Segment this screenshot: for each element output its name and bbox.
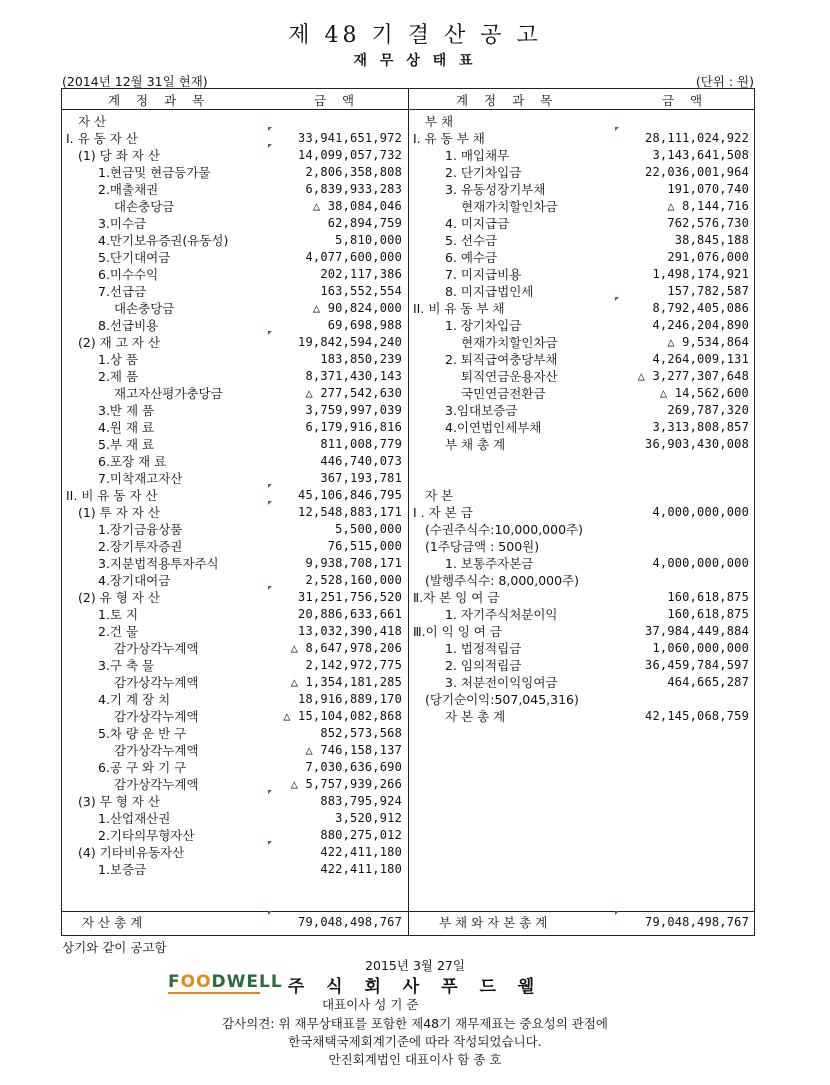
liab-equity-row: [409, 470, 755, 487]
liab-equity-row: [409, 674, 755, 691]
asset-row-amount: 422,411,180: [320, 862, 402, 876]
liab-equity-row: [409, 538, 755, 555]
liab-equity-row: [409, 657, 755, 674]
liab-equity-row: [409, 113, 755, 130]
asset-row-label: 1.보증금: [98, 862, 147, 877]
liab-equity-row-label: I. 유 동 부 채: [413, 131, 485, 146]
liab-equity-row-amount: △ 3,277,307,648: [637, 369, 749, 383]
liab-equity-row-label: 5. 선수금: [445, 233, 498, 248]
asset-row-label: (2) 재 고 자 산: [78, 335, 160, 350]
asset-row-label: 5.부 재 료: [98, 437, 155, 452]
liab-equity-row-label: 퇴직연금운용자산: [461, 369, 558, 384]
liab-equity-row: [409, 334, 755, 351]
liab-equity-row-label: 1. 매입채무: [445, 148, 510, 163]
liab-equity-row: [409, 521, 755, 538]
liab-equity-row: [409, 708, 755, 725]
asset-row-amount: 8,371,430,143: [305, 369, 402, 383]
liab-equity-row: [409, 351, 755, 368]
liab-equity-row-label: II. 비 유 동 부 채: [413, 301, 505, 316]
liab-equity-row-amount: 22,036,001,964: [645, 165, 749, 179]
asset-row-label: 3.구 축 물: [98, 658, 155, 673]
liab-equity-row: [409, 283, 755, 300]
asset-row-amount: 6,839,933,283: [305, 182, 402, 196]
asset-row-label: (2) 유 형 자 산: [78, 590, 160, 605]
liab-equity-row-label: 부 채 총 계: [445, 437, 506, 452]
asset-row-label: 3.미수금: [98, 216, 147, 231]
liab-equity-row-amount: 37,984,449,884: [645, 624, 749, 638]
liab-equity-row-amount: 160,618,875: [667, 607, 749, 621]
asset-row: [62, 487, 408, 504]
asset-row-amount: 202,117,386: [320, 267, 402, 281]
asset-row: [62, 113, 408, 130]
liab-equity-row-label: 국민연금전환금: [461, 386, 546, 401]
asset-row-label: 1.장기금융상품: [98, 522, 183, 537]
notice-date: 2015년 3월 27일: [365, 958, 465, 973]
asset-row: [62, 759, 408, 776]
asset-row: [62, 657, 408, 674]
liab-equity-row-label: 2. 퇴직급여충당부채: [445, 352, 558, 367]
asset-row-amount: 163,552,554: [320, 284, 402, 298]
asset-row: [62, 538, 408, 555]
liab-equity-row-amount: 160,618,875: [667, 590, 749, 604]
asset-row: [62, 317, 408, 334]
asset-row: [62, 742, 408, 759]
asset-row-label: 3.반 제 품: [98, 403, 155, 418]
asset-row-amount: 12,548,883,171: [298, 505, 402, 519]
asset-row: [62, 861, 408, 878]
asset-row: [62, 164, 408, 181]
liab-equity-row: [409, 317, 755, 334]
asset-row-label: 재고자산평가충당금: [114, 386, 223, 401]
asset-row-amount: △ 90,824,000: [312, 301, 402, 315]
asset-row-label: 4.만기보유증권(유동성): [98, 233, 229, 248]
asset-row-label: 1.상 품: [98, 352, 139, 367]
asset-row: [62, 385, 408, 402]
as-of-date: (2014년 12월 31일 현재): [62, 74, 208, 89]
asset-row-label: 1.현금및 현금등가물: [98, 165, 211, 180]
liab-equity-row: [409, 606, 755, 623]
mark-icon: [615, 127, 619, 131]
asset-row-amount: △ 277,542,630: [305, 386, 402, 400]
asset-row-amount: 5,500,000: [335, 522, 402, 536]
asset-row: [62, 589, 408, 606]
liab-equity-row-amount: 464,665,287: [667, 675, 749, 689]
asset-row: [62, 351, 408, 368]
asset-row-label: 감가상각누계액: [114, 777, 199, 792]
mark-icon: [268, 127, 272, 131]
header-divider: [62, 109, 754, 110]
asset-row-amount: △ 8,647,978,206: [290, 641, 402, 655]
asset-row: [62, 249, 408, 266]
asset-row-label: II. 비 유 동 자 산: [66, 488, 158, 503]
liab-equity-row-amount: 191,070,740: [667, 182, 749, 196]
asset-row-amount: 7,030,636,690: [305, 760, 402, 774]
company-name: 주 식 회 사 푸 드 웰: [287, 977, 543, 997]
asset-row-label: 1.토 지: [98, 607, 139, 622]
asset-row-amount: △ 38,084,046: [312, 199, 402, 213]
liab-equity-row-label: 현재가치할인차금: [461, 199, 558, 214]
asset-row-label: 2.기타의무형자산: [98, 828, 195, 843]
asset-row: [62, 793, 408, 810]
liab-equity-row: [409, 589, 755, 606]
liab-equity-row: [409, 419, 755, 436]
asset-row-label: 4.기 계 장 치: [98, 692, 171, 707]
liab-equity-row: [409, 130, 755, 147]
asset-row-amount: 880,275,012: [320, 828, 402, 842]
asset-row-amount: 367,193,781: [320, 471, 402, 485]
asset-row-amount: 3,520,912: [335, 811, 402, 825]
liab-equity-row-label: 자 본: [425, 488, 454, 503]
liab-equity-row-label: 2. 단기차입금: [445, 165, 522, 180]
liab-equity-row-amount: 36,459,784,597: [645, 658, 749, 672]
asset-row-label: 감가상각누계액: [114, 709, 199, 724]
asset-row: [62, 572, 408, 589]
liab-equity-row-amount: 8,792,405,086: [652, 301, 749, 315]
mark-icon: [268, 501, 272, 505]
liab-equity-row-label: 자 본 총 계: [445, 709, 506, 724]
unit-label: (단위 : 원): [695, 74, 754, 89]
liab-equity-row-amount: 3,143,641,508: [652, 148, 749, 162]
asset-row: [62, 691, 408, 708]
liab-equity-row: [409, 164, 755, 181]
asset-row: [62, 725, 408, 742]
asset-row-label: 감가상각누계액: [114, 743, 199, 758]
liab-equity-row-label: 4. 미지급금: [445, 216, 510, 231]
assets-total-label: 자 산 총 계: [82, 915, 143, 930]
liab-equity-row-label: I . 자 본 금: [413, 505, 473, 520]
mark-icon: [268, 790, 272, 794]
left-amount-header: 금 액: [314, 93, 361, 108]
asset-row-label: 4.원 재 료: [98, 420, 155, 435]
liab-equity-row-label: (1주당금액 : 500원): [425, 539, 540, 554]
asset-row-label: (1) 당 좌 자 산: [78, 148, 160, 163]
mark-icon: [268, 484, 272, 488]
liab-equity-row-label: 3. 유동성장기부채: [445, 182, 546, 197]
liab-equity-row-amount: 4,000,000,000: [652, 556, 749, 570]
asset-row-amount: △ 1,354,181,285: [290, 675, 402, 689]
asset-row: [62, 453, 408, 470]
liab-equity-row-amount: △ 9,534,864: [667, 335, 749, 349]
liab-equity-row: [409, 181, 755, 198]
asset-row: [62, 130, 408, 147]
asset-row-amount: △ 15,104,082,868: [283, 709, 402, 723]
liab-equity-row: [409, 368, 755, 385]
asset-row-amount: 422,411,180: [320, 845, 402, 859]
liab-equity-row: [409, 402, 755, 419]
asset-row: [62, 555, 408, 572]
asset-row-label: 2.장기투자증권: [98, 539, 183, 554]
asset-row: [62, 181, 408, 198]
asset-row-amount: 811,008,779: [320, 437, 402, 451]
asset-row: [62, 776, 408, 793]
asset-row-label: (4) 기타비유동자산: [78, 845, 185, 860]
asset-row-label: 7.선급금: [98, 284, 147, 299]
liab-equity-row-label: Ⅲ.이 익 잉 여 금: [413, 624, 502, 639]
liab-equity-row-label: (당기순이익:507,045,316): [425, 692, 579, 707]
asset-row: [62, 300, 408, 317]
asset-row: [62, 232, 408, 249]
asset-row-label: 2.매출채권: [98, 182, 159, 197]
asset-row-label: 2.제 품: [98, 369, 139, 384]
liab-equity-row-amount: 28,111,024,922: [645, 131, 749, 145]
liab-equity-row-label: 1. 장기차입금: [445, 318, 522, 333]
asset-row: [62, 368, 408, 385]
asset-row-label: 7.미착재고자산: [98, 471, 183, 486]
asset-row-label: 5.단기대여금: [98, 250, 171, 265]
liab-equity-row: [409, 198, 755, 215]
balance-sheet-table: [61, 88, 755, 936]
liab-equity-row-amount: △ 8,144,716: [667, 199, 749, 213]
asset-row: [62, 419, 408, 436]
mark-icon: [268, 586, 272, 590]
liab-equity-row: [409, 623, 755, 640]
logo-text-oo: OO: [180, 972, 212, 992]
liab-equity-row: [409, 300, 755, 317]
asset-row-label: 2.건 물: [98, 624, 139, 639]
page-title: 제 48 기 결 산 공 고: [288, 23, 542, 48]
liab-equity-row-amount: 1,498,174,921: [652, 267, 749, 281]
auditor-line: 안진회계법인 대표이사 함 종 호: [328, 1052, 502, 1067]
asset-row-amount: 76,515,000: [327, 539, 402, 553]
asset-row-amount: 33,941,651,972: [298, 131, 402, 145]
asset-row: [62, 623, 408, 640]
asset-row-label: 6.포장 재 료: [98, 454, 167, 469]
liab-equity-row-label: (수권주식수:10,000,000주): [425, 522, 583, 537]
liab-equity-row-amount: △ 14,562,600: [659, 386, 749, 400]
mark-icon: [268, 331, 272, 335]
asset-row-amount: 13,032,390,418: [298, 624, 402, 638]
notice-text: 상기와 같이 공고함: [62, 940, 167, 955]
asset-row-label: 4.장기대여금: [98, 573, 171, 588]
liab-equity-row: [409, 504, 755, 521]
mark-icon: [615, 297, 619, 301]
asset-row-amount: 5,810,000: [335, 233, 402, 247]
liab-equity-row-label: (발행주식수: 8,000,000주): [425, 573, 580, 588]
liab-equity-row-amount: 42,145,068,759: [645, 709, 749, 723]
asset-row: [62, 334, 408, 351]
mark-icon: [615, 911, 619, 915]
asset-row-amount: 4,077,600,000: [305, 250, 402, 264]
asset-row-label: 1.산업재산권: [98, 811, 171, 826]
asset-row-label: 3.지분법적용투자주식: [98, 556, 219, 571]
liab-equity-row-label: 3. 처분전이익잉여금: [445, 675, 558, 690]
asset-row-amount: 183,850,239: [320, 352, 402, 366]
liab-equity-row-label: 부 채: [425, 114, 454, 129]
asset-row-label: 대손충당금: [114, 301, 175, 316]
liab-equity-row: [409, 691, 755, 708]
asset-row-label: (1) 투 자 자 산: [78, 505, 160, 520]
asset-row-amount: 852,573,568: [320, 726, 402, 740]
right-amount-header: 금 액: [662, 93, 709, 108]
liab-equity-row-label: 현재가치할인차금: [461, 335, 558, 350]
liab-equity-row: [409, 215, 755, 232]
statement-title: 재 무 상 태 표: [353, 53, 477, 69]
liab-equity-row: [409, 266, 755, 283]
liab-equity-row: [409, 147, 755, 164]
liab-equity-row-amount: 269,787,320: [667, 403, 749, 417]
liab-equity-row: [409, 555, 755, 572]
asset-row-amount: 69,698,988: [327, 318, 402, 332]
liab-equity-row: [409, 572, 755, 589]
asset-row-amount: 2,806,358,808: [305, 165, 402, 179]
liab-equity-row-label: 2. 임의적립금: [445, 658, 522, 673]
liab-equity-row: [409, 453, 755, 470]
asset-row: [62, 827, 408, 844]
liab-equity-row-amount: 38,845,188: [674, 233, 749, 247]
liab-equity-row-amount: 1,060,000,000: [652, 641, 749, 655]
asset-row: [62, 147, 408, 164]
asset-row: [62, 283, 408, 300]
asset-row-label: (3) 무 형 자 산: [78, 794, 160, 809]
asset-row-label: I. 유 동 자 산: [66, 131, 138, 146]
asset-row-amount: △ 5,757,939,266: [290, 777, 402, 791]
liab-equity-row-label: 1. 자기주식처분이익: [445, 607, 558, 622]
asset-row-amount: 883,795,924: [320, 794, 402, 808]
asset-row: [62, 266, 408, 283]
liab-equity-row: [409, 232, 755, 249]
asset-row-amount: 2,528,160,000: [305, 573, 402, 587]
asset-row-label: 대손충당금: [114, 199, 175, 214]
liab-equity-row-label: 7. 미지급비용: [445, 267, 522, 282]
audit-opinion-line-1: 감사의견: 위 재무상태표를 포함한 제48기 재무제표는 중요성의 관점에: [221, 1016, 609, 1031]
liab-equity-row-amount: 762,576,730: [667, 216, 749, 230]
liab-equity-row-label: 6. 예수금: [445, 250, 498, 265]
total-divider: [62, 911, 754, 912]
asset-row-amount: △ 746,158,137: [305, 743, 402, 757]
asset-row-label: 자 산: [78, 114, 107, 129]
asset-row-amount: 45,106,846,795: [298, 488, 402, 502]
audit-opinion-line-2: 한국채택국제회계기준에 따라 작성되었습니다.: [288, 1034, 542, 1049]
liab-equity-total-label: 부 채 와 자 본 총 계: [439, 915, 548, 930]
asset-row: [62, 402, 408, 419]
liab-equity-row-amount: 4,246,204,890: [652, 318, 749, 332]
assets-total-row: [62, 914, 408, 931]
right-account-header: 계 정 과 목: [456, 93, 559, 108]
liab-equity-row: [409, 249, 755, 266]
asset-row-label: 5.차 량 운 반 구: [98, 726, 187, 741]
liab-equity-row-amount: 3,313,808,857: [652, 420, 749, 434]
liab-equity-row-label: 1. 법정적립금: [445, 641, 522, 656]
asset-row: [62, 470, 408, 487]
asset-row: [62, 198, 408, 215]
liab-equity-row-label: 3.임대보증금: [445, 403, 518, 418]
logo-text-f: F: [168, 972, 181, 992]
liab-equity-total-row: [409, 914, 755, 931]
logo-text-dwell: DWELL: [211, 972, 283, 992]
asset-row-label: 8.선급비용: [98, 318, 159, 333]
asset-row: [62, 810, 408, 827]
asset-row-label: 6.미수수익: [98, 267, 159, 282]
liab-equity-total-amount: 79,048,498,767: [645, 915, 749, 929]
mark-icon: [268, 144, 272, 148]
asset-row-amount: 18,916,889,170: [298, 692, 402, 706]
asset-row-amount: 20,886,633,661: [298, 607, 402, 621]
asset-row-amount: 2,142,972,775: [305, 658, 402, 672]
liab-equity-row-amount: 157,782,587: [667, 284, 749, 298]
liab-equity-row: [409, 487, 755, 504]
asset-row: [62, 674, 408, 691]
asset-row-label: 감가상각누계액: [114, 675, 199, 690]
mark-icon: [268, 841, 272, 845]
liab-equity-row: [409, 385, 755, 402]
mark-icon: [268, 911, 272, 915]
liab-equity-row-label: 4.이연법인세부채: [445, 420, 542, 435]
asset-row-amount: 31,251,756,520: [298, 590, 402, 604]
liab-equity-row-amount: 291,076,000: [667, 250, 749, 264]
asset-row: [62, 436, 408, 453]
asset-row-amount: 6,179,916,816: [305, 420, 402, 434]
liab-equity-row: [409, 640, 755, 657]
asset-row: [62, 521, 408, 538]
liab-equity-row-amount: 36,903,430,008: [645, 437, 749, 451]
asset-row-amount: 19,842,594,240: [298, 335, 402, 349]
liab-equity-row-amount: 4,000,000,000: [652, 505, 749, 519]
asset-row-amount: 3,759,997,039: [305, 403, 402, 417]
asset-row-amount: 62,894,759: [327, 216, 402, 230]
liab-equity-row-label: 8. 미지급법인세: [445, 284, 534, 299]
left-account-header: 계 정 과 목: [108, 93, 211, 108]
asset-row: [62, 708, 408, 725]
assets-total-amount: 79,048,498,767: [298, 915, 402, 929]
liab-equity-row: [409, 436, 755, 453]
asset-row: [62, 606, 408, 623]
asset-row-amount: 14,099,057,732: [298, 148, 402, 162]
ceo-name: 대표이사 성 기 준: [322, 997, 419, 1012]
asset-row-amount: 446,740,073: [320, 454, 402, 468]
asset-row-label: 6.공 구 와 기 구: [98, 760, 187, 775]
asset-row-label: 감가상각누계액: [114, 641, 199, 656]
asset-row: [62, 504, 408, 521]
liab-equity-row-label: 1. 보통주자본금: [445, 556, 534, 571]
asset-row-amount: 9,938,708,171: [305, 556, 402, 570]
asset-row: [62, 844, 408, 861]
liab-equity-row-amount: 4,264,009,131: [652, 352, 749, 366]
asset-row: [62, 215, 408, 232]
asset-row: [62, 640, 408, 657]
liab-equity-row-label: Ⅱ.자 본 잉 여 금: [413, 590, 500, 605]
